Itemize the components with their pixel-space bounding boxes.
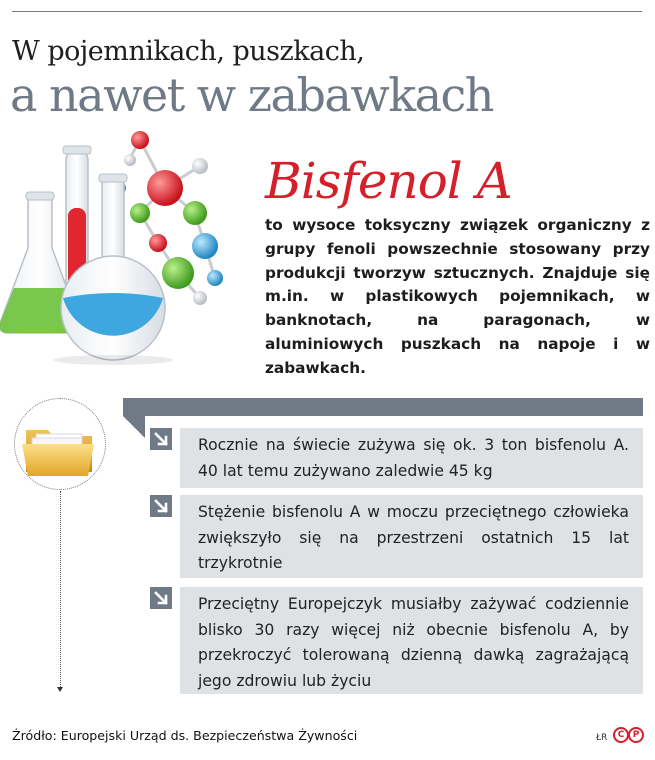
- band-corner: [123, 416, 145, 438]
- fact-text: Rocznie na świecie zużywa się ok. 3 ton bisfenolu A. 40 lat temu zużywano zaledwie 45 kg: [180, 428, 643, 488]
- timeline-arrow-tip: [57, 687, 63, 692]
- source-note: Źródło: Europejski Urząd ds. Bezpieczeństwa Żywności: [12, 728, 358, 743]
- top-rule: [12, 11, 642, 12]
- author-initials: ŁR: [596, 733, 608, 743]
- main-term: Bisfenol A: [265, 152, 512, 210]
- arrow-down-right-icon: [150, 495, 172, 517]
- arrow-down-right-icon: [150, 587, 172, 609]
- laboratory-flasks-icon: [0, 128, 235, 368]
- fact-text: Stężenie bisfenolu A w moczu przeciętnego człowieka zwiększyło się na przestrzeni ostatnich 15 lat trzykrotnie: [180, 495, 643, 578]
- copyright-logo-p: P: [628, 727, 644, 743]
- fact-text: Przeciętny Europejczyk musiałby zażywać codziennie blisko 30 razy więcej niż obecnie bisfenolu A, by przekroczyć tolerowaną dzienną dawką zagrażającą jego zdrowiu lub życiu: [180, 587, 643, 694]
- headline-line-1: W pojemnikach, puszkach,: [12, 36, 365, 67]
- header-band: [123, 398, 643, 416]
- headline-line-2: a nawet w zabawkach: [10, 68, 493, 122]
- term-description: to wysoce toksyczny związek organiczny z grupy fenoli powszechnie stosowany przy produkcji tworzyw sztucznych. Znajduje się m.in. w plastikowych pojemnikach, w banknotach, na paragonach, w aluminiowych puszkach na napoje i w zabawkach.: [265, 216, 650, 377]
- arrow-down-right-icon: [150, 428, 172, 450]
- folder-icon: [22, 420, 98, 480]
- timeline-dotted-line: [60, 491, 61, 687]
- copyright-logo-c: C: [613, 727, 629, 743]
